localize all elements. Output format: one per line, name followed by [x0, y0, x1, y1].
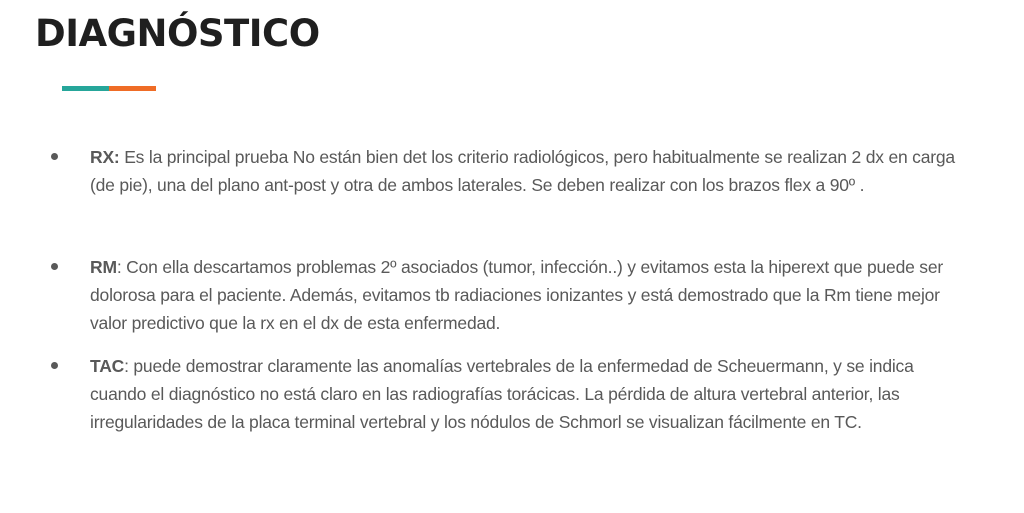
bullet-body: : Con ella descartamos problemas 2º asociados (tumor, infección..) y evitamos esta la hiperext que puede ser dolorosa para el paciente. Además, evitamos tb radiaciones ionizantes y está demostrado que la Rm tiene mejor valor predictivo que la rx en el dx de esta enfermedad. [90, 257, 944, 333]
title-accent-bar [62, 86, 156, 91]
bullet-body: Es la principal prueba No están bien det los criterio radiológicos, pero habitualmente se realizan 2 dx en carga (de pie), una del plano ant-post y otra de ambos laterales. Se deben realizar con los brazos flex a 90º . [90, 147, 955, 195]
accent-segment-teal [62, 86, 109, 91]
bullet-text [90, 253, 970, 337]
bullet-text [90, 352, 970, 436]
bullet-dot-icon [51, 362, 58, 369]
bullet-body: : puede demostrar claramente las anomalías vertebrales de la enfermedad de Scheuermann, y se indica cuando el diagnóstico no está claro en las radiografías torácicas. La pérdida de altura vertebral anterior, las irregularidades de la placa terminal vertebral y los nódulos de Schmorl se visualizan fácilmente en TC. [90, 356, 914, 432]
bullet-term: RM [90, 257, 117, 277]
bullet-text [90, 143, 970, 199]
bullet-term: RX: [90, 147, 120, 167]
slide-title: DIAGNÓSTICO [35, 12, 320, 55]
bullet-dot-icon [51, 263, 58, 270]
bullet-term: TAC [90, 356, 125, 376]
bullet-dot-icon [51, 153, 58, 160]
accent-segment-orange [109, 86, 156, 91]
